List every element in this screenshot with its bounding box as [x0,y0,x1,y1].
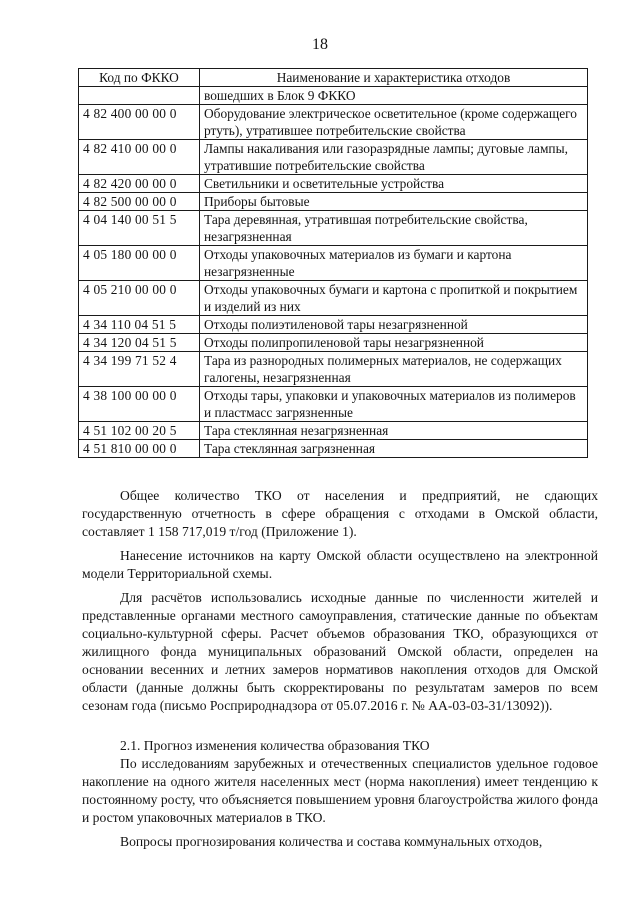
table-cell-code: 4 51 102 00 20 5 [79,422,200,440]
body-text [82,487,598,851]
table-cell-name: Тара стеклянная незагрязненная [200,422,588,440]
table-cell-name: Отходы тары, упаковки и упаковочных материалов из полимеров и пластмасс загрязненные [200,387,588,422]
table-cell-code: 4 05 210 00 00 0 [79,281,200,316]
table-cell-code: 4 51 810 00 00 0 [79,440,200,458]
table-cell-code: 4 34 110 04 51 5 [79,316,200,334]
table-cell-name: Приборы бытовые [200,193,588,211]
header-code: Код по ФККО [79,69,200,87]
table-row [79,422,588,440]
table-cell-name: Лампы накаливания или газоразрядные лампы; дуговые лампы, утратившие потребительские свойства [200,140,588,175]
table-row [79,140,588,175]
table-row [79,105,588,140]
table-cell-name: Тара стеклянная загрязненная [200,440,588,458]
table-cell-name: Отходы полипропиленовой тары незагрязненной [200,334,588,352]
table-cell-code: 4 38 100 00 00 0 [79,387,200,422]
table-cell-name: Светильники и осветительные устройства [200,175,588,193]
table-cell-name: вошедших в Блок 9 ФККО [200,87,588,105]
page-number: 18 [312,36,328,53]
table-cell-code: 4 82 500 00 00 0 [79,193,200,211]
table-cell-code: 4 82 420 00 00 0 [79,175,200,193]
header-name: Наименование и характеристика отходов [200,69,588,87]
table-cell-name: Отходы упаковочных бумаги и картона с пропиткой и покрытием и изделий из них [200,281,588,316]
table-row [79,281,588,316]
table-cell-code: 4 34 120 04 51 5 [79,334,200,352]
table-cell-name: Тара из разнородных полимерных материалов, не содержащих галогены, незагрязненная [200,352,588,387]
paragraph-total-tko: Общее количество ТКО от населения и предприятий, не сдающих государственную отчетность в сфере обращения с отходами в Омской области, составляет 1 158 717,019 т/год (Приложение 1). [82,488,598,539]
table-cell-code: 4 04 140 00 51 5 [79,211,200,246]
fkko-waste-table [78,68,588,458]
table-row [79,316,588,334]
table-cell-code: 4 82 410 00 00 0 [79,140,200,175]
table-cell-code: 4 05 180 00 00 0 [79,246,200,281]
paragraph-forecast-questions: Вопросы прогнозирования количества и состава коммунальных отходов, [120,834,543,849]
table-row-continuation [79,87,588,105]
table-cell-name: Оборудование электрическое осветительное (кроме содержащего ртуть), утратившее потребительские свойства [200,105,588,140]
table-row [79,352,588,387]
table-cell-code: 4 82 400 00 00 0 [79,105,200,140]
table-header-row [79,69,588,87]
table-cell-name: Отходы полиэтиленовой тары незагрязненной [200,316,588,334]
table-row [79,211,588,246]
table-row [79,175,588,193]
paragraph-map-sources: Нанесение источников на карту Омской области осуществлено на электронной модели Территориальной схемы. [82,548,598,581]
table-cell-code: 4 34 199 71 52 4 [79,352,200,387]
table-row [79,440,588,458]
table-row [79,387,588,422]
table-row [79,246,588,281]
paragraph-calculation-data: Для расчётов использовались исходные данные по численности жителей и представленные органами местного самоуправления, статические данные по объектам социально-культурной сферы. Расчет объемов образования ТКО, образующихся от жилищного фонда муниципальных образований Омской области, определен на основании весенних и летних замеров нормативов накопления отходов для Омской области (данные должны быть скорректированы по результатам замеров по всем сезонам года (письмо Росприроднадзора от 05.07.2016 г. № АА-03-03-31/13092)). [82,590,598,713]
table-cell-name: Тара деревянная, утратившая потребительские свойства, незагрязненная [200,211,588,246]
paragraph-research: По исследованиям зарубежных и отечественных специалистов удельное годовое накопление на одного жителя населенных мест (норма накопления) имеет тенденцию к постоянному росту, что объясняется повышением уровня благоустройства жилого фонда и ростом упаковочных материалов в ТКО. [82,756,598,825]
table-cell-code [79,87,200,105]
table-row [79,193,588,211]
section-heading: 2.1. Прогноз изменения количества образования ТКО [120,738,430,753]
table-row [79,334,588,352]
table-cell-name: Отходы упаковочных материалов из бумаги и картона незагрязненные [200,246,588,281]
